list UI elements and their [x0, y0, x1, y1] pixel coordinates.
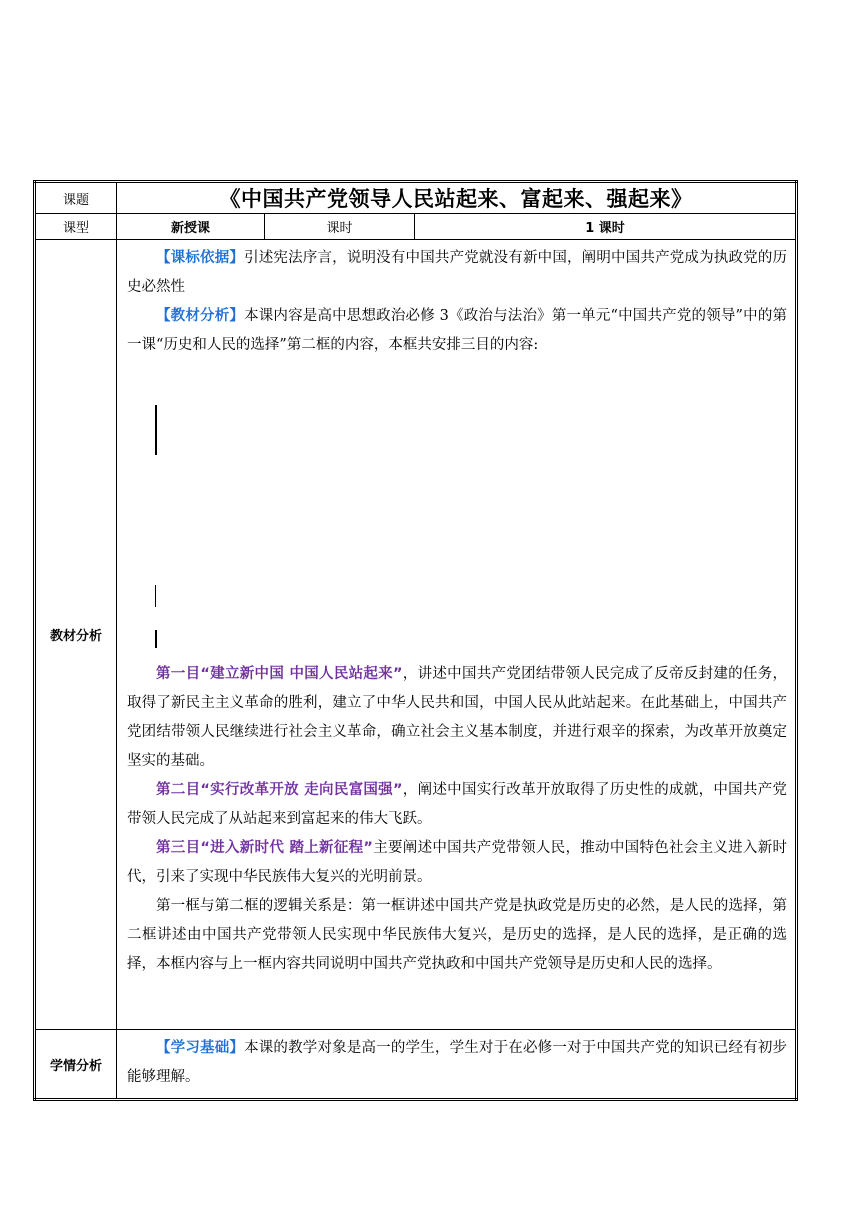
standard-tag: 【课标依据】 [156, 250, 245, 266]
analysis-paragraph [127, 302, 787, 360]
standard-text: 引述宪法序言，说明没有中国共产党就没有新中国，阐明中国共产党成为执政党的历史必然性 [127, 250, 788, 295]
standard-paragraph [127, 244, 787, 302]
analysis-tag: 【教材分析】 [156, 308, 245, 324]
topic-row [35, 182, 797, 214]
material-label: 教材分析 [35, 240, 117, 1030]
type-label: 课型 [35, 214, 117, 240]
type-value: 新授课 [117, 214, 265, 240]
lesson-title: 《中国共产党领导人民站起来、富起来、强起来》 [117, 182, 797, 214]
basis-text: 本课的教学对象是高一的学生，学生对于在必修一对于中国共产党的知识已经有初步能够理解。 [127, 1040, 788, 1085]
section3-heading: 第三目“进入新时代 踏上新征程” [156, 840, 373, 856]
section3-text: 主要阐述中国共产党带领人民，推动中国特色社会主义进入新时代，引来了实现中华民族伟大复兴的光明前景。 [127, 840, 788, 885]
figure-line-3 [155, 630, 157, 648]
figure-line-2 [155, 585, 156, 607]
section1-text: ，讲述中国共产党团结带领人民完成了反帝反封建的任务，取得了新民主主义革命的胜利，建立了中华人民共和国，中国人民从此站起来。在此基础上，中国共产党团结带领人民继续进行社会主义革命，确立社会主义基本制度，并进行艰辛的探索，为改革开放奠定坚实的基础。 [127, 666, 788, 769]
learner-content [117, 1030, 797, 1100]
section3-paragraph [127, 834, 787, 892]
structure-figure-placeholder [127, 360, 787, 660]
section2-heading: 第二目“实行改革开放 走向民富国强” [156, 782, 403, 798]
section1-heading: 第一目“建立新中国 中国人民站起来” [156, 666, 403, 682]
hours-label: 课时 [265, 214, 415, 240]
logic-paragraph: 第一框与第二框的逻辑关系是：第一框讲述中国共产党是执政党是历史的必然，是人民的选择，第二框讲述由中国共产党带领人民实现中华民族伟大复兴，是历史的选择，是人民的选择，是正确的选择，本框内容与上一框内容共同说明中国共产党执政和中国共产党领导是历史和人民的选择。 [127, 898, 787, 972]
learner-row [35, 1030, 797, 1100]
type-row [35, 214, 797, 240]
figure-line-1 [155, 405, 157, 455]
learner-label: 学情分析 [35, 1030, 117, 1100]
material-content [117, 240, 797, 1030]
basis-paragraph [127, 1034, 787, 1092]
lesson-plan-sheet [33, 180, 795, 1101]
section1-paragraph [127, 660, 787, 776]
lesson-plan-table [33, 180, 798, 1101]
section2-paragraph [127, 776, 787, 834]
material-row [35, 240, 797, 1030]
section2-text: ，阐述中国实行改革开放取得了历史性的成就，中国共产党带领人民完成了从站起来到富起来的伟大飞跃。 [127, 782, 788, 827]
hours-value: 1 课时 [415, 214, 797, 240]
basis-tag: 【学习基础】 [156, 1040, 245, 1056]
analysis-text: 本课内容是高中思想政治必修 3《政治与法治》第一单元“中国共产党的领导”中的第一课“历史和人民的选择”第二框的内容，本框共安排三目的内容: [127, 308, 787, 353]
topic-label: 课题 [35, 182, 117, 214]
